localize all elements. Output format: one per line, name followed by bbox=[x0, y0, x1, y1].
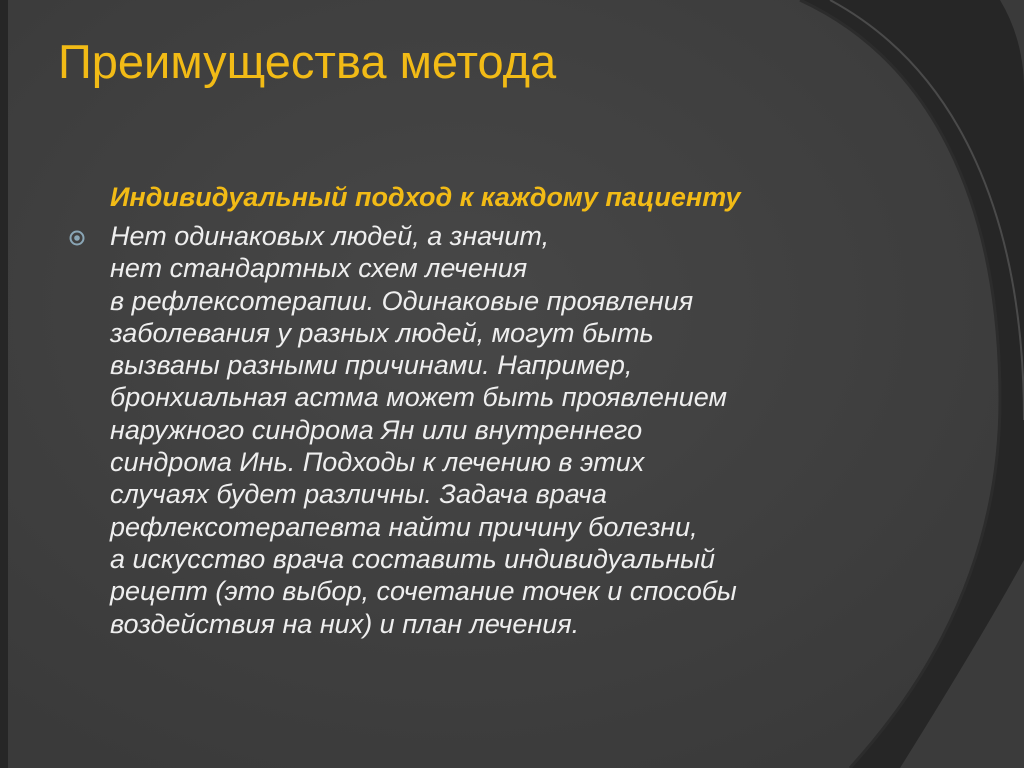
slide-subtitle: Индивидуальный подход к каждому пациенту bbox=[110, 182, 741, 212]
circled-dot-bullet-icon bbox=[68, 229, 86, 247]
slide-title: Преимущества метода bbox=[58, 35, 557, 88]
body-paragraph: Нет одинаковых людей, а значит, нет стандартных схем лечения в рефлексотерапии. Одинаковые проявления заболевания у разных людей, могут быть вызваны разными причинами. Например, бронхиальная астма может быть проявлением наружного синдрома Ян или внутреннего синдрома Инь. Подходы к лечению в этих случаях будет различны. Задача врача рефлексотерапевта найти причину болезни, а искусство врача составить индивидуальный рецепт (это выбор, сочетание точек и способы воздействия на них) и план лечения. bbox=[110, 221, 737, 639]
